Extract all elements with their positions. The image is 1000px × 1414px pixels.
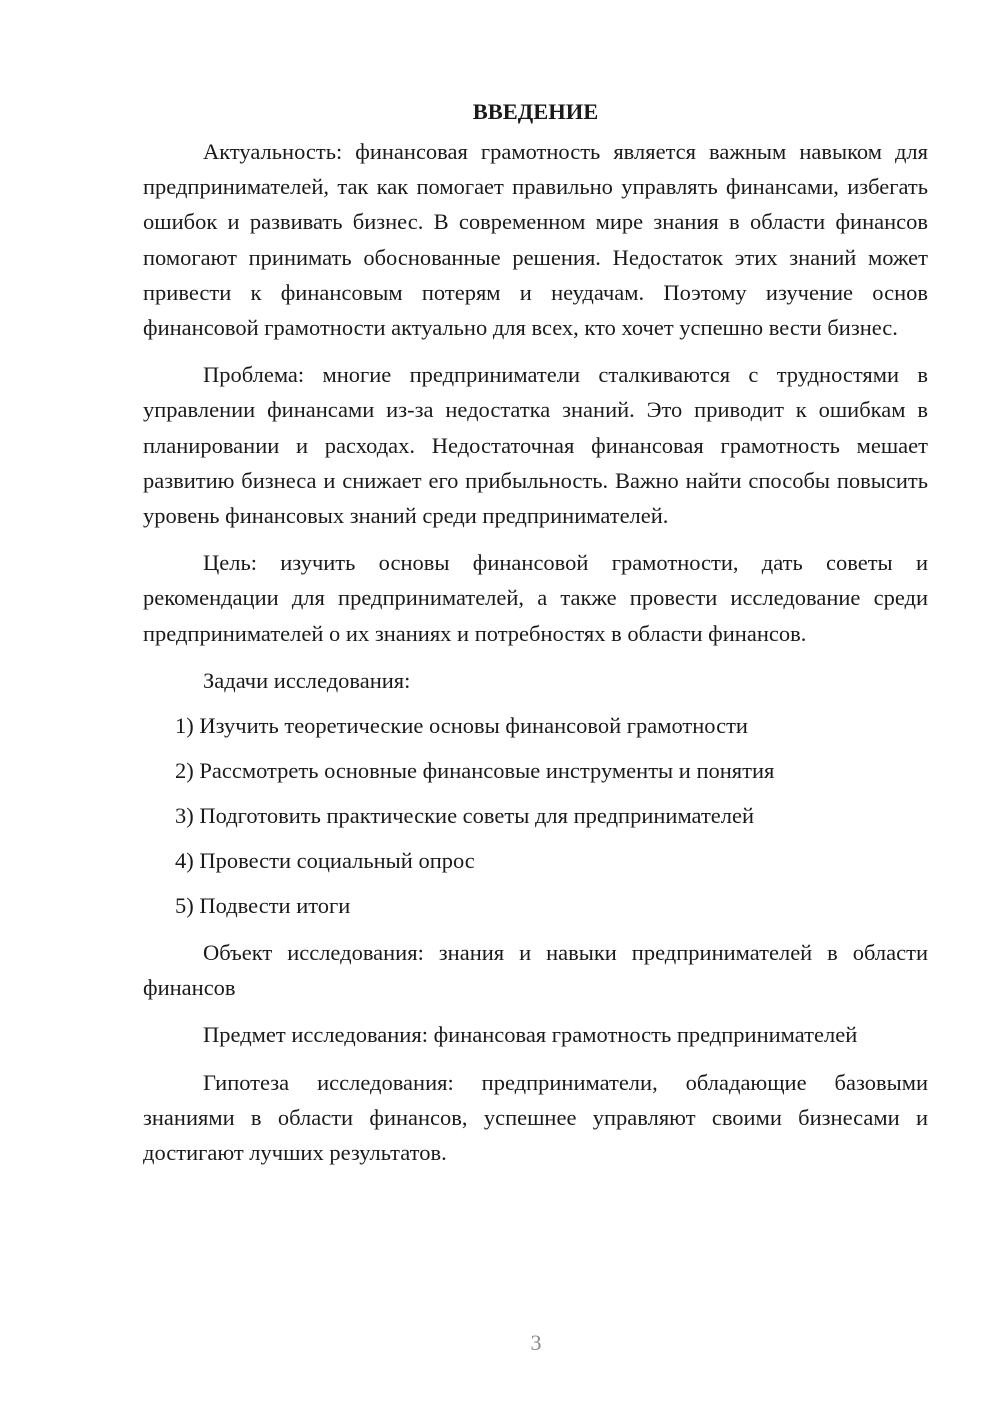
document-page [143, 94, 928, 1170]
paragraph-relevance: Актуальность: финансовая грамотность является важным навыком для предпринимателей, так как помогает правильно управлять финансами, избегать ошибок и развивать бизнес. В современном мире знания в области финансов помогают принимать обоснованные решения. Недостаток этих знаний может привести к финансовым потерям и неудачам. Поэтому изучение основ финансовой грамотности актуально для всех, кто хочет успешно вести бизнес. [143, 139, 928, 341]
paragraph-goal: Цель: изучить основы финансовой грамотности, дать советы и рекомендации для предпринимателей, а также провести исследование среди предпринимателей о их знаниях и потребностях в области финансов. [143, 550, 928, 646]
tasks-list [143, 708, 928, 923]
tasks-heading: Задачи исследования: [203, 667, 411, 693]
paragraph-problem: Проблема: многие предприниматели сталкиваются с трудностями в управлении финансами из-за недостатка знаний. Это приводит к ошибкам в планировании и расходах. Недостаточная финансовая грамотность мешает развитию бизнеса и снижает его прибыльность. Важно найти способы повысить уровень финансовых знаний среди предпринимателей. [143, 362, 928, 529]
list-item: 5) Подвести итоги [175, 893, 351, 919]
page-title: ВВЕДЕНИЕ [472, 99, 599, 124]
list-item: 3) Подготовить практические советы для предпринимателей [175, 803, 755, 829]
paragraph-object: Объект исследования: знания и навыки предпринимателей в области финансов [143, 940, 928, 1001]
page-number: 3 [530, 1330, 542, 1355]
list-item: 1) Изучить теоретические основы финансовой грамотности [175, 713, 748, 739]
paragraph-hypothesis: Гипотеза исследования: предприниматели, обладающие базовыми знаниями в области финансов, успешнее управляют своими бизнесами и достигают лучших результатов. [143, 1069, 928, 1166]
list-item: 2) Рассмотреть основные финансовые инструменты и понятия [175, 758, 775, 784]
paragraph-subject: Предмет исследования: финансовая грамотность предпринимателей [203, 1022, 858, 1048]
list-item: 4) Провести социальный опрос [175, 848, 475, 874]
